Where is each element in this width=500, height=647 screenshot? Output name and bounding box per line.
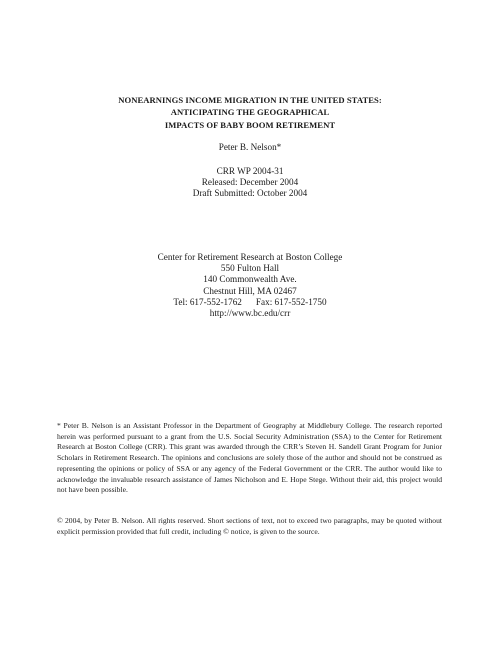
title-line-3: IMPACTS OF BABY BOOM RETIREMENT [164, 119, 336, 130]
fax: Fax: 617-552-1750 [255, 296, 327, 307]
release-date: Released: December 2004 [201, 176, 299, 187]
center-avenue: 140 Commonwealth Ave. [203, 274, 297, 285]
telephone: Tel: 617-552-1762 [173, 296, 242, 307]
copyright-notice: © 2004, by Peter B. Nelson. All rights reserved. Short sections of text, not to exceed two paragraphs, may be quoted without explicit permission provided that full credit, including © notice, is given to the source. [57, 516, 442, 536]
working-paper-info [0, 166, 500, 199]
center-address [0, 252, 500, 319]
contact-line [0, 297, 500, 308]
author-footnote: * Peter B. Nelson is an Assistant Professor in the Department of Geography at Middlebury College. The research reported herein was performed pursuant to a grant from the U.S. Social Security Administration (SSA) to the Center for Retirement Research at Boston College (CRR). This grant was awarded through the CRR’s Steven H. Sandell Grant Program for Junior Scholars in Retirement Research. The opinions and conclusions are solely those of the author and should not be construed as representing the opinions or policy of SSA or any agency of the Federal Government or the CRR. The author would like to acknowledge the invaluable research assistance of James Nicholson and E. Hope Stege. Without their aid, this project would not have been possible. [57, 421, 442, 495]
center-city: Chestnut Hill, MA 02467 [203, 285, 297, 296]
draft-date: Draft Submitted: October 2004 [192, 187, 308, 198]
title-line-1: NONEARNINGS INCOME MIGRATION IN THE UNITED STATES: [118, 95, 382, 105]
title-line-2: ANTICIPATING THE GEOGRAPHICAL [170, 107, 330, 118]
center-name: Center for Retirement Research at Boston College [157, 252, 343, 262]
center-street: 550 Fulton Hall [220, 263, 280, 274]
paper-title [0, 94, 500, 131]
working-paper-number: CRR WP 2004-31 [216, 166, 284, 176]
author-name: Peter B. Nelson* [218, 142, 282, 152]
center-url[interactable]: http://www.bc.edu/crr [209, 308, 291, 319]
